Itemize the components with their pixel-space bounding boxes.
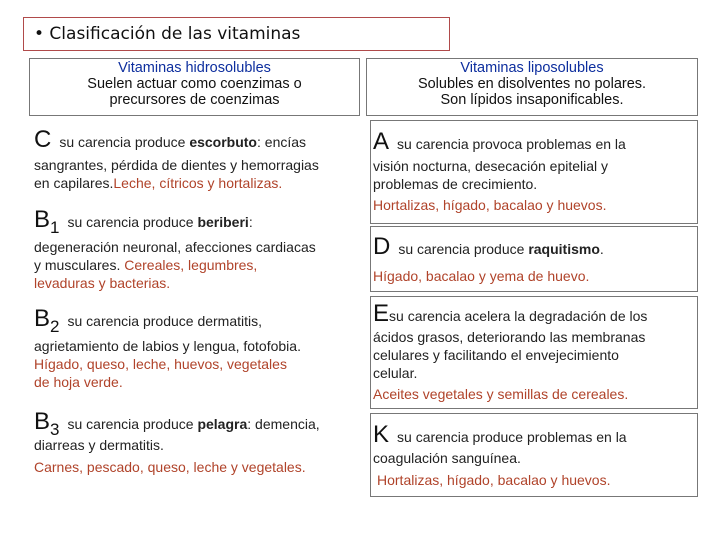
vitamin-d-text-pre: su carencia produce (398, 241, 529, 257)
vitamin-b1-foods-1: Cereales, legumbres, (124, 257, 258, 273)
vitamin-a-entry (373, 130, 703, 214)
vitamin-b1-text-post: : (248, 214, 253, 230)
vitamin-b3-foods: Carnes, pescado, queso, leche y vegetales. (34, 459, 306, 475)
vitamin-b1-text-pre: su carencia produce (67, 214, 198, 230)
vitamin-b1-foods-2: levaduras y bacterias. (34, 275, 171, 291)
vitamin-a-foods: Hortalizas, hígado, bacalao y huevos. (373, 197, 607, 213)
vitamin-b2-letter: B (34, 305, 51, 332)
vitamin-a-text: su carencia provoca problemas en la (397, 136, 626, 152)
vitamin-e-letter: E (373, 300, 390, 327)
vitamin-k-entry (373, 423, 703, 489)
liposoluble-desc-line1: Solubles en disolventes no polares. (417, 76, 647, 92)
vitamin-d-letter: D (373, 233, 391, 260)
hydrosoluble-desc-line1: Suelen actuar como coenzimas o (87, 76, 302, 92)
vitamin-b2-subscript: 2 (50, 317, 60, 336)
vitamin-e-line3: celulares y facilitando el envejecimiento (373, 347, 619, 363)
vitamin-b3-letter: B (34, 408, 51, 435)
vitamin-d-disease: raquitismo (528, 241, 600, 257)
vitamin-b2-entry (34, 307, 364, 391)
vitamin-e-text: su carencia acelera la degradación de los (389, 308, 648, 324)
vitamin-b2-foods-1: Hígado, queso, leche, huevos, vegetales (34, 356, 287, 372)
vitamin-c-entry (34, 128, 364, 192)
vitamin-c-letter: C (34, 126, 52, 153)
vitamin-k-foods: Hortalizas, hígado, bacalao y huevos. (377, 472, 611, 488)
vitamin-d-foods: Hígado, bacalao y yema de huevo. (373, 268, 590, 284)
vitamin-a-line3: problemas de crecimiento. (373, 176, 538, 192)
vitamin-a-line2: visión nocturna, desecación epitelial y (373, 158, 609, 174)
vitamin-b3-entry (34, 410, 364, 476)
vitamin-e-line4: celular. (373, 365, 418, 381)
vitamin-b2-foods-2: de hoja verde. (34, 374, 123, 390)
vitamin-e-entry (373, 302, 703, 403)
vitamin-c-line3: en capilares. (34, 175, 114, 191)
hydrosoluble-desc-line2: precursores de coenzimas (109, 92, 280, 108)
vitamin-k-text: su carencia produce problemas en la (397, 429, 627, 445)
slide-title: • Clasificación de las vitaminas (23, 17, 450, 51)
vitamin-k-line2: coagulación sanguínea. (373, 450, 521, 466)
vitamin-b1-line3: y musculares. (34, 257, 125, 273)
vitamin-c-line2: sangrantes, pérdida de dientes y hemorragias (34, 157, 319, 173)
vitamin-b1-line2: degeneración neuronal, afecciones cardiacas (34, 239, 316, 255)
vitamin-b1-disease: beriberi (197, 214, 249, 230)
liposoluble-title: Vitaminas liposolubles (460, 60, 604, 76)
vitamin-c-text-pre: su carencia produce (59, 134, 190, 150)
hydrosoluble-title: Vitaminas hidrosolubles (118, 60, 271, 76)
vitamin-b1-entry (34, 208, 364, 292)
liposoluble-header (366, 58, 698, 116)
liposoluble-desc-line2: Son lípidos insaponificables. (440, 92, 624, 108)
vitamin-b2-line2: agrietamiento de labios y lengua, fotofobia. (34, 338, 301, 354)
vitamin-b3-text-post: : demencia, (247, 416, 320, 432)
vitamin-b3-subscript: 3 (50, 420, 60, 439)
vitamin-b1-letter: B (34, 206, 51, 233)
vitamin-b3-disease: pelagra (197, 416, 248, 432)
vitamin-e-foods: Aceites vegetales y semillas de cereales. (373, 386, 629, 402)
vitamin-b3-text-pre: su carencia produce (67, 416, 198, 432)
vitamin-c-foods: Leche, cítricos y hortalizas. (113, 175, 283, 191)
vitamin-a-letter: A (373, 128, 390, 155)
vitamin-b2-text: su carencia produce dermatitis, (67, 313, 263, 329)
vitamin-e-line2: ácidos grasos, deteriorando las membranas (373, 329, 646, 345)
vitamin-c-text-post: : encías (257, 134, 307, 150)
vitamin-b3-line2: diarreas y dermatitis. (34, 437, 164, 453)
vitamin-d-text-post: . (599, 241, 604, 257)
hydrosoluble-header (29, 58, 360, 116)
vitamin-k-letter: K (373, 421, 390, 448)
vitamin-b1-subscript: 1 (50, 218, 60, 237)
vitamin-c-disease: escorbuto (189, 134, 257, 150)
vitamin-d-entry (373, 235, 703, 285)
